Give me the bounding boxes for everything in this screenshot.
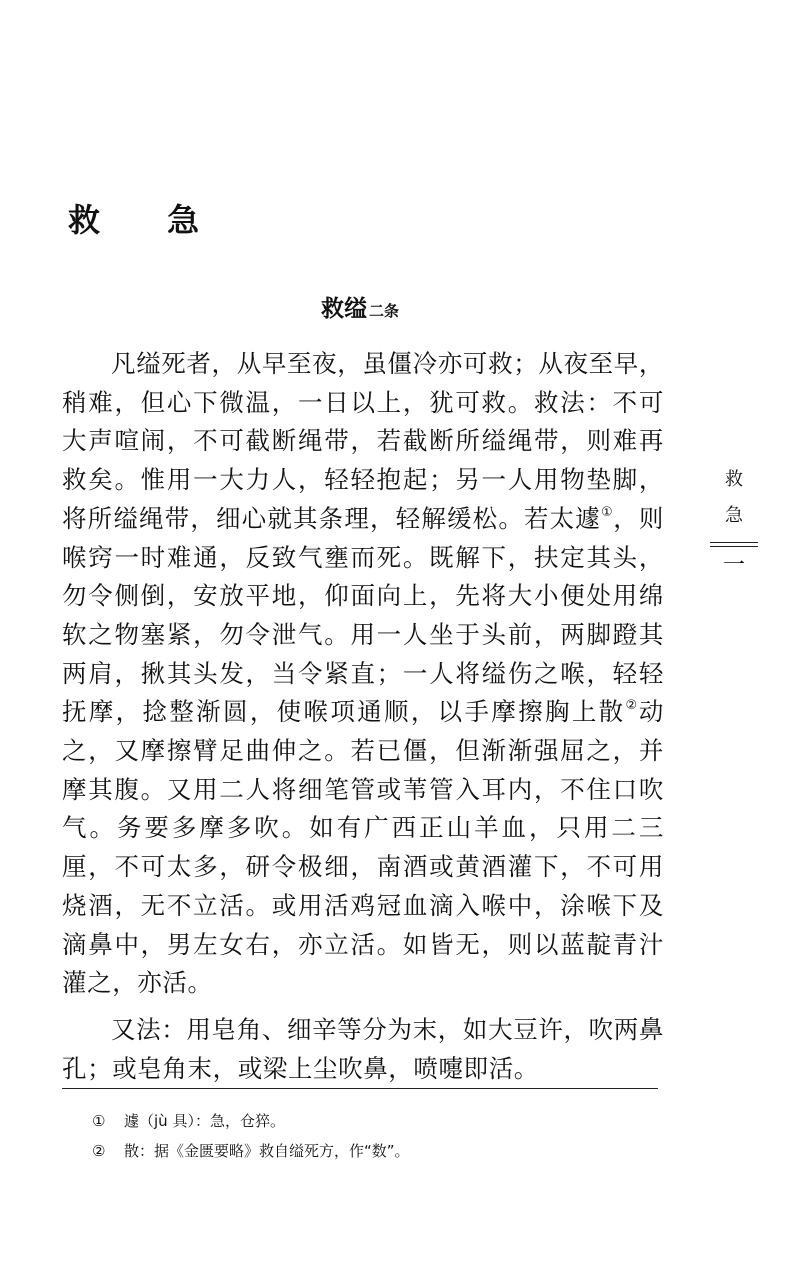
footnote-mark: ① xyxy=(92,1112,106,1130)
section-heading xyxy=(0,290,720,329)
paragraph-main-method xyxy=(62,345,664,1003)
paragraph-text: 动之，又摩擦臂足曲伸之。若已僵，但渐渐强屈之，并摩其腹。又用二人将细笔管或苇管入耳内，不住口吹气。务要多摩多吹。如有广西正山羊血，只用二三厘，不可太多，研令极细，南酒或黄酒灌下，不可用烧酒，无不立活。或用活鸡冠血滴入喉中，涂喉下及滴鼻中，男左女右，亦立活。如皆无，则以蓝靛青汁灌之，亦活。 xyxy=(62,697,664,998)
footnote-2 xyxy=(92,1136,672,1166)
section-title: 救缢 xyxy=(320,296,367,322)
footnote-text: 散：据《金匮要略》救自缢死方，作“数”。 xyxy=(124,1142,410,1160)
footnote-ref-1[interactable]: ① xyxy=(601,504,614,520)
footnote-divider xyxy=(62,1088,658,1089)
double-rule-divider xyxy=(710,542,758,547)
main-text xyxy=(62,345,664,1088)
paragraph-alternate-method: 又法：用皂角、细辛等分为末，如大豆许，吹两鼻孔；或皂角末，或梁上尘吹鼻，喷嚏即活。 xyxy=(62,1014,664,1083)
chapter-title: 救 急 xyxy=(68,201,228,239)
section-item-count: 二条 xyxy=(368,302,399,320)
running-header-tab xyxy=(710,462,758,583)
footnote-text: 遽（jù 具）：急，仓猝。 xyxy=(124,1112,285,1130)
running-header-label: 救急 xyxy=(725,469,743,526)
footnote-1 xyxy=(92,1106,672,1136)
footnote-mark: ② xyxy=(92,1142,106,1160)
footnotes xyxy=(92,1106,672,1166)
page-number: 一 xyxy=(722,553,745,578)
footnote-ref-2[interactable]: ② xyxy=(625,698,639,714)
paragraph-text: ，则喉窍一时难通，反致气壅而死。既解下，扶定其头，勿令侧倒，安放平地，仰面向上，先将大小便处用绵软之物塞紧，勿令泄气。用一人坐于头前，两脚蹬其两肩，揪其头发，当令紧直；一人将缢伤之喉，轻轻抚摩，捻整渐圆，使喉项通顺，以手摩擦胸上散 xyxy=(62,503,665,727)
paragraph-text: 凡缢死者，从早至夜，虽僵冷亦可救；从夜至早，稍难，但心下微温，一日以上，犹可救。救法：不可大声喧闹，不可截断绳带，若截断所缢绳带，则难再救矣。惟用一大力人，轻轻抱起；另一人用物垫脚，将所缢绳带，细心就其条理，轻解缓松。若太遽 xyxy=(62,349,664,533)
